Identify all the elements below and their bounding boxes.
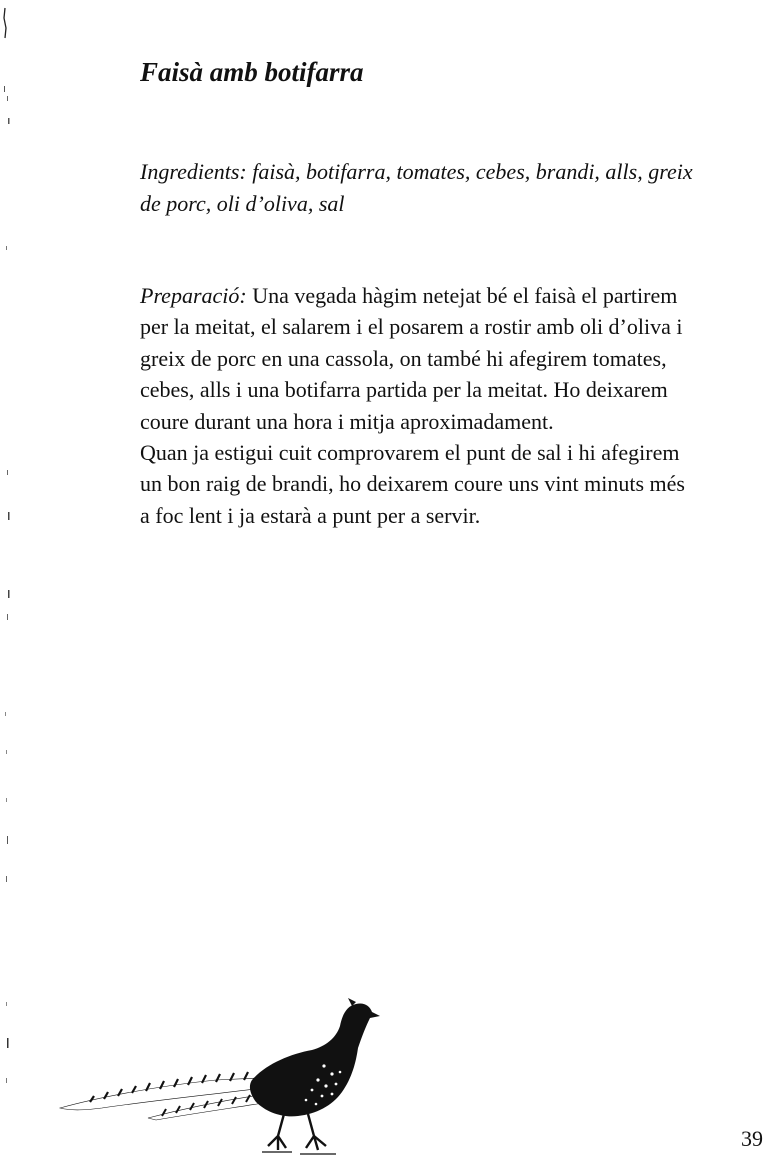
recipe-title: Faisà amb botifarra — [140, 57, 364, 87]
ingredients-line-1 — [140, 156, 770, 188]
ingredients-text-1: faisà, botifarra, tomates, cebes, brandi, alls, greix — [252, 159, 693, 184]
preparation-label: Preparació: — [140, 283, 247, 308]
preparation-line-1 — [140, 280, 770, 311]
preparation-line-7: un bon raig de brandi, ho deixarem coure uns vint minuts més — [140, 471, 685, 497]
preparation-paragraph — [140, 280, 770, 531]
scan-margin-marks — [0, 0, 20, 1168]
ingredients-line-2: de porc, oli d’oliva, sal — [140, 191, 345, 216]
ingredients-label: Ingredients: — [140, 159, 247, 184]
preparation-line-3: greix de porc en una cassola, on també hi afegirem tomates, — [140, 345, 667, 371]
preparation-line-2: per la meitat, el salarem i el posarem a rostir amb oli d’oliva i — [140, 314, 683, 340]
preparation-text-1: Una vegada hàgim netejat bé el faisà el partirem — [252, 283, 678, 308]
pheasant-icon — [56, 996, 386, 1160]
preparation-line-8: a foc lent i ja estarà a punt per a servir. — [140, 502, 481, 528]
preparation-line-5: coure durant una hora i mitja aproximadament. — [140, 408, 554, 434]
preparation-line-6: Quan ja estigui cuit comprovarem el punt de sal i hi afegirem — [140, 440, 680, 466]
ingredients-paragraph — [140, 156, 770, 220]
page-number: 39 — [741, 1126, 763, 1151]
preparation-line-4: cebes, alls i una botifarra partida per la meitat. Ho deixarem — [140, 377, 668, 403]
